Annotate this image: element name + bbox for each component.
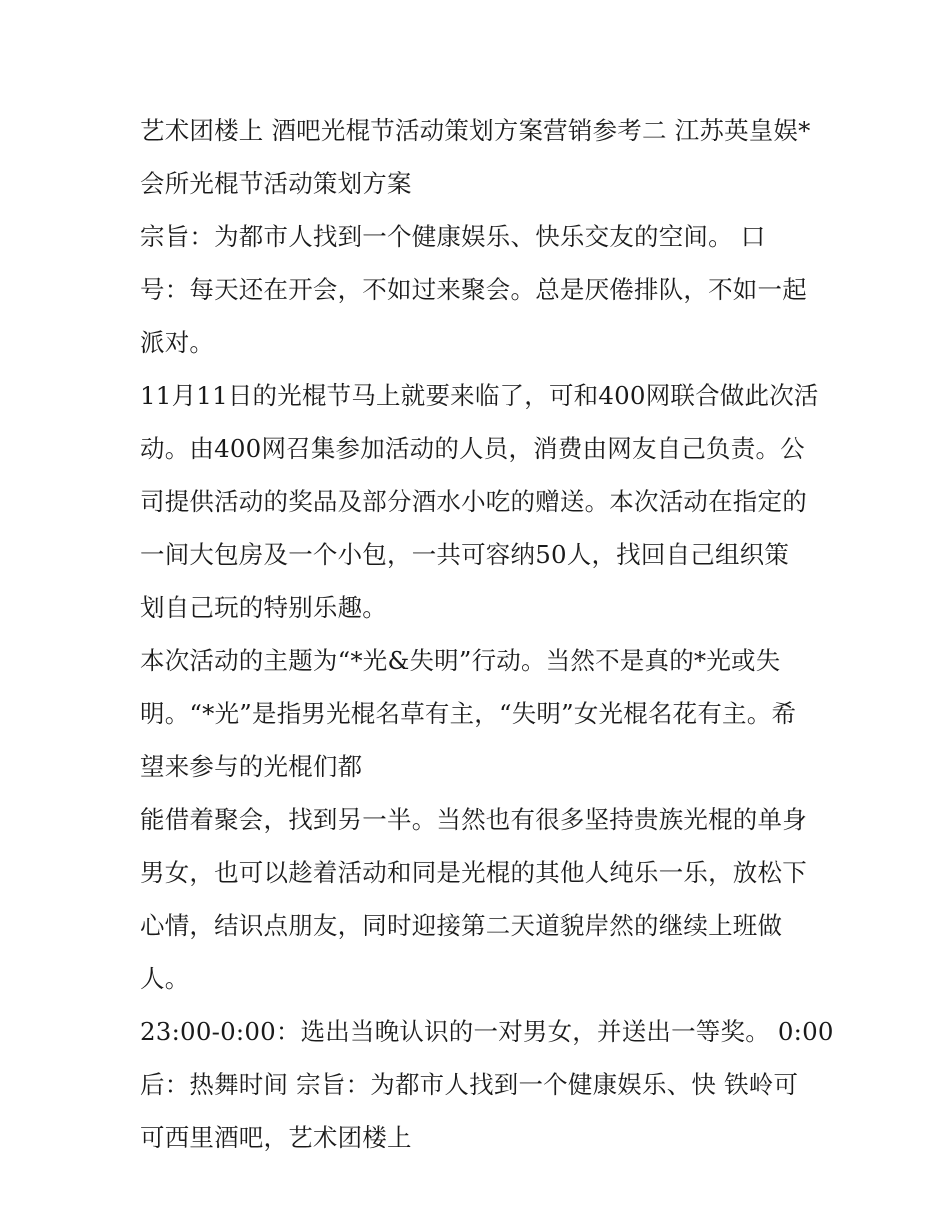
text-line: 11月11日的光棍节马上就要来临了，可和400网联合做此次活: [140, 381, 819, 410]
text-line: 能借着聚会，找到另一半。当然也有很多坚持贵族光棍的单身: [140, 805, 807, 834]
text-line: 可西里酒吧，艺术团楼上: [140, 1123, 412, 1152]
text-line: 动。由400网召集参加活动的人员，消费由网友自己负责。公: [140, 434, 805, 463]
text-line: 人。: [140, 964, 190, 993]
text-line: 划自己玩的特别乐趣。: [140, 593, 387, 622]
text-line: 一间大包房及一个小包，一共可容纳50人，找回自己组织策: [140, 540, 790, 569]
text-line: 明。“*光”是指男光棍名草有主，“失明”女光棍名花有主。希: [140, 699, 797, 728]
text-line: 艺术团楼上 酒吧光棍节活动策划方案营销参考二 江苏英皇娱*: [140, 116, 811, 145]
document-body: [140, 104, 834, 1164]
text-line: 男女，也可以趁着活动和同是光棍的其他人纯乐一乐，放松下: [140, 858, 807, 887]
text-line: 本次活动的主题为“*光&失明”行动。当然不是真的*光或失: [140, 646, 781, 675]
text-line: 派对。: [140, 328, 215, 357]
text-line: 会所光棍节活动策划方案: [140, 169, 412, 198]
text-line: 望来参与的光棍们都: [140, 752, 363, 781]
text-line: 心情，结识点朋友，同时迎接第二天道貌岸然的继续上班做: [140, 911, 783, 940]
text-line: 后：热舞时间 宗旨：为都市人找到一个健康娱乐、快 铁岭可: [140, 1070, 799, 1099]
text-line: 司提供活动的奖品及部分酒水小吃的赠送。本次活动在指定的: [140, 487, 807, 516]
text-line: 号：每天还在开会，不如过来聚会。总是厌倦排队，不如一起: [140, 275, 807, 304]
text-line: 宗旨：为都市人找到一个健康娱乐、快乐交友的空间。 口: [140, 222, 766, 251]
text-line: 23:00-0:00：选出当晚认识的一对男女，并送出一等奖。 0:00: [140, 1017, 834, 1046]
